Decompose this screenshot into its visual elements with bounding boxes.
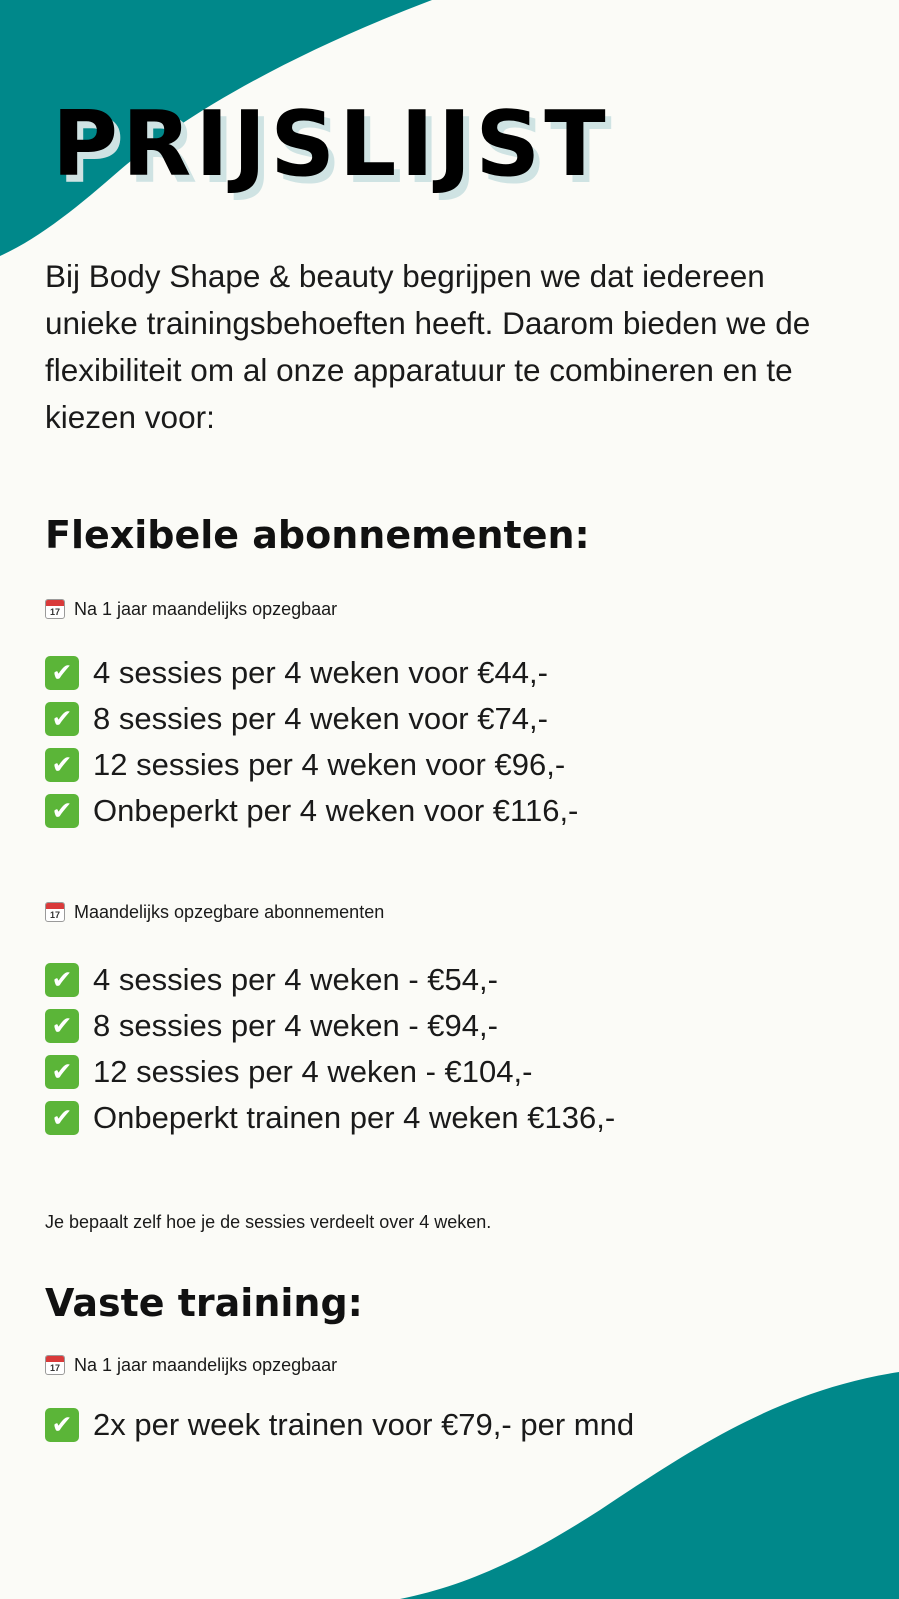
flexible-group1-note — [45, 598, 337, 620]
check-mark-icon — [45, 1101, 79, 1135]
check-mark-icon — [45, 1055, 79, 1089]
list-item — [45, 788, 578, 834]
list-item — [45, 696, 578, 742]
check-mark-icon — [45, 702, 79, 736]
calendar-icon — [45, 1355, 65, 1375]
flexible-group2-list — [45, 957, 615, 1141]
check-mark-icon — [45, 1009, 79, 1043]
list-item-text: Onbeperkt trainen per 4 weken €136,- — [93, 1100, 616, 1135]
check-mark-icon — [45, 656, 79, 690]
list-item — [45, 1003, 615, 1049]
list-item — [45, 1049, 615, 1095]
flexible-group2-note-text: Maandelijks opzegbare abonnementen — [74, 902, 385, 922]
flexible-group2-note — [45, 901, 384, 923]
flexible-group1-note-text: Na 1 jaar maandelijks opzegbaar — [74, 599, 338, 619]
fixed-training-heading: Vaste training: — [45, 1281, 363, 1325]
list-item — [45, 1095, 615, 1141]
list-item-text: 4 sessies per 4 weken voor €44,- — [93, 655, 548, 690]
list-item-text: Onbeperkt per 4 weken voor €116,- — [93, 793, 579, 828]
list-item — [45, 1402, 634, 1448]
sessions-footnote: Je bepaalt zelf hoe je de sessies verdeelt over 4 weken. — [45, 1212, 492, 1232]
calendar-icon — [45, 902, 65, 922]
fixed-training-note-text: Na 1 jaar maandelijks opzegbaar — [74, 1355, 338, 1375]
fixed-training-list — [45, 1402, 634, 1448]
intro-text: Bij Body Shape & beauty begrijpen we dat iedereen unieke trainingsbehoeften heeft. Daarom bieden we de flexibiliteit om al onze apparatuur te combineren en te kiezen voor: — [45, 258, 811, 435]
list-item — [45, 650, 578, 696]
check-mark-icon — [45, 794, 79, 828]
calendar-icon — [45, 599, 65, 619]
list-item-text: 12 sessies per 4 weken - €104,- — [93, 1054, 533, 1089]
list-item-text: 8 sessies per 4 weken - €94,- — [93, 1008, 498, 1043]
check-mark-icon — [45, 748, 79, 782]
check-mark-icon — [45, 963, 79, 997]
list-item-text: 8 sessies per 4 weken voor €74,- — [93, 701, 548, 736]
list-item-text: 4 sessies per 4 weken - €54,- — [93, 962, 498, 997]
check-mark-icon — [45, 1408, 79, 1442]
flexible-group1-list — [45, 650, 578, 834]
page-title: PRIJSLIJST — [52, 92, 610, 197]
list-item-text: 12 sessies per 4 weken voor €96,- — [93, 747, 566, 782]
list-item — [45, 957, 615, 1003]
flexible-subscriptions-heading: Flexibele abonnementen: — [45, 513, 590, 557]
list-item-text: 2x per week trainen voor €79,- per mnd — [93, 1407, 635, 1442]
list-item — [45, 742, 578, 788]
fixed-training-note — [45, 1354, 337, 1376]
